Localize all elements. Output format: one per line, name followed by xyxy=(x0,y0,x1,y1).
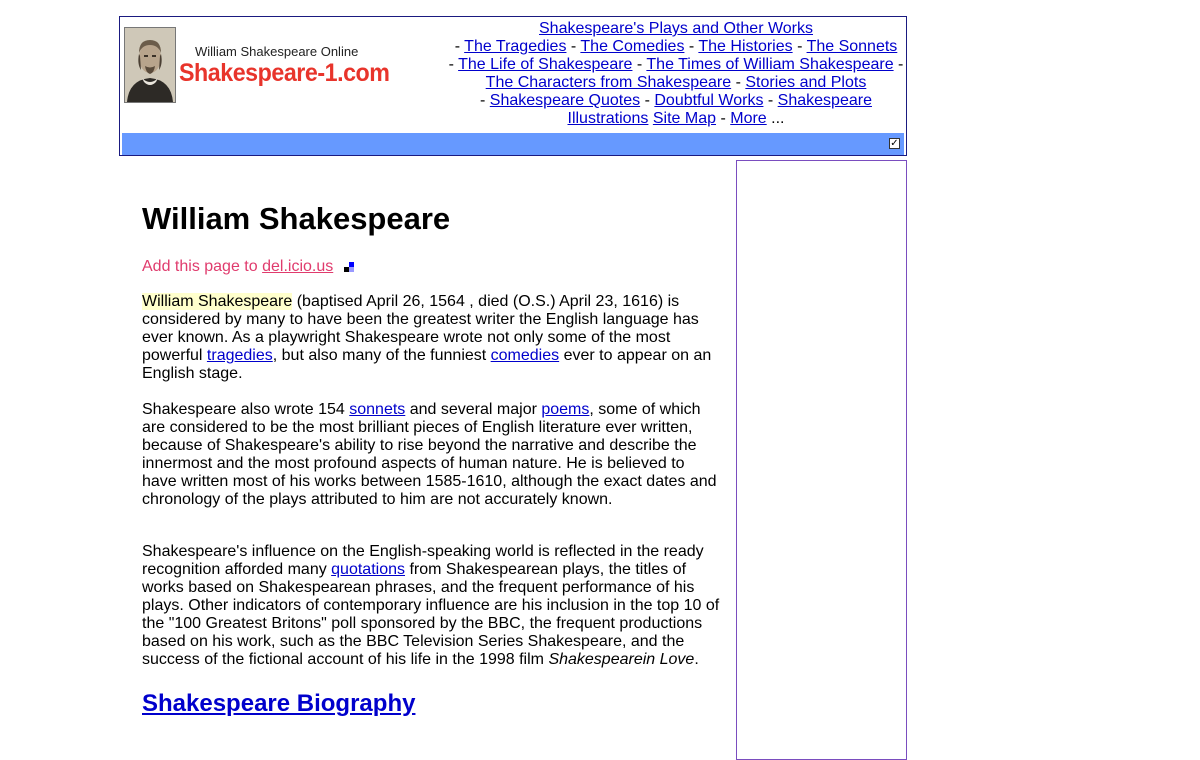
site-header xyxy=(119,16,907,156)
shakespeare-portrait[interactable] xyxy=(124,27,176,103)
tragedies-link[interactable]: tragedies xyxy=(206,347,273,364)
nav-tragedies[interactable]: The Tragedies xyxy=(464,38,567,55)
nav-more[interactable]: More xyxy=(730,110,767,127)
nav-stories[interactable]: Stories and Plots xyxy=(745,74,867,91)
nav-ellipsis: ... xyxy=(771,110,785,127)
nav-separator: - xyxy=(636,56,643,73)
nav-sonnets[interactable]: The Sonnets xyxy=(806,38,898,55)
influence-paragraph xyxy=(142,543,722,669)
nav-separator: - xyxy=(448,56,454,73)
header-bar xyxy=(122,133,904,155)
nav-times[interactable]: The Times of William Shakespeare xyxy=(646,56,894,73)
sonnets-paragraph xyxy=(142,401,722,509)
text-run: (baptised April 26, 1564 , died (O.S.) April 23, 1616) is considered by many to have been the greatest writer the English language has ever known. As a playwright Shakespeare wrote not only some of the most powerful xyxy=(142,293,699,364)
text-run: , but also many of the funniest xyxy=(272,347,491,364)
comedies-link[interactable]: comedies xyxy=(490,347,560,364)
site-logo[interactable]: Shakespeare-1.com xyxy=(179,59,390,87)
nav-illustrations[interactable]: Shakespeare Illustrations xyxy=(567,92,872,127)
sonnets-link[interactable]: sonnets xyxy=(349,401,406,418)
nav-separator: - xyxy=(454,38,461,55)
delicious-link[interactable]: del.icio.us xyxy=(262,258,334,275)
top-navigation xyxy=(438,20,914,128)
film-title: Shakespearein Love xyxy=(548,651,695,668)
right-sidebar xyxy=(736,160,907,760)
text-run: and several major xyxy=(405,401,542,418)
highlighted-name: William Shakespeare xyxy=(142,293,293,310)
site-subtitle: William Shakespeare Online xyxy=(195,44,359,59)
nav-life[interactable]: The Life of Shakespeare xyxy=(458,56,633,73)
text-run: from Shakespearean plays, the titles of works based on Shakespearean phrases, and the frequent performance of his plays. Other indicators of contemporary influence are his inclusion in the top 10 of the "100 Greatest Britons" poll sponsored by the BBC, the frequent productions based on his work, such as the BBC Television Series Shakespeare, and the success of the fictional account of his life in the 1998 film xyxy=(142,561,720,668)
nav-histories[interactable]: The Histories xyxy=(698,38,793,55)
nav-separator: - xyxy=(720,110,726,127)
biography-heading xyxy=(142,689,722,719)
nav-separator: - xyxy=(570,38,577,55)
text-run: Shakespeare also wrote 154 xyxy=(142,401,350,418)
text-run: Shakespeare's influence on the English-speaking world is reflected in the ready recognition afforded many xyxy=(142,543,704,578)
text-run: , some of which are considered to be the most brilliant pieces of English literature ever written, because of Shakespeare's ability to rise beyond the narrative and describe the innermost and the most profound aspects of human nature. He is believed to have written most of his works between 1585-1610, although the exact dates and chronology of the plays attributed to him are not accurately known. xyxy=(142,401,717,508)
nav-separator: - xyxy=(688,38,695,55)
nav-quotes[interactable]: Shakespeare Quotes xyxy=(489,92,641,109)
bookmark-prefix: Add this page to xyxy=(142,258,263,275)
page-title: William Shakespeare xyxy=(142,201,451,236)
nav-separator: - xyxy=(898,56,904,73)
intro-paragraph xyxy=(142,293,722,383)
poems-link[interactable]: poems xyxy=(541,401,590,418)
bookmark-line xyxy=(142,257,722,277)
text-run: ever to appear on an English stage. xyxy=(142,347,712,382)
quotations-link[interactable]: quotations xyxy=(331,561,405,578)
text-run: . xyxy=(694,651,699,668)
main-content xyxy=(142,195,722,719)
biography-link[interactable]: Shakespeare Biography xyxy=(142,690,416,717)
portrait-image xyxy=(125,28,175,102)
nav-separator: - xyxy=(735,74,741,91)
nav-site-map[interactable]: Site Map xyxy=(652,110,717,127)
nav-doubtful[interactable]: Doubtful Works xyxy=(654,92,764,109)
checkbox-icon[interactable]: ✓ xyxy=(890,138,899,149)
nav-separator: - xyxy=(767,92,774,109)
nav-comedies[interactable]: The Comedies xyxy=(580,38,685,55)
nav-separator: - xyxy=(480,92,486,109)
nav-separator: - xyxy=(797,38,803,55)
nav-separator: - xyxy=(644,92,650,109)
nav-plays-other-works[interactable]: Shakespeare's Plays and Other Works xyxy=(539,20,813,37)
nav-characters[interactable]: The Characters from Shakespeare xyxy=(485,74,732,91)
delicious-icon[interactable] xyxy=(344,262,354,272)
